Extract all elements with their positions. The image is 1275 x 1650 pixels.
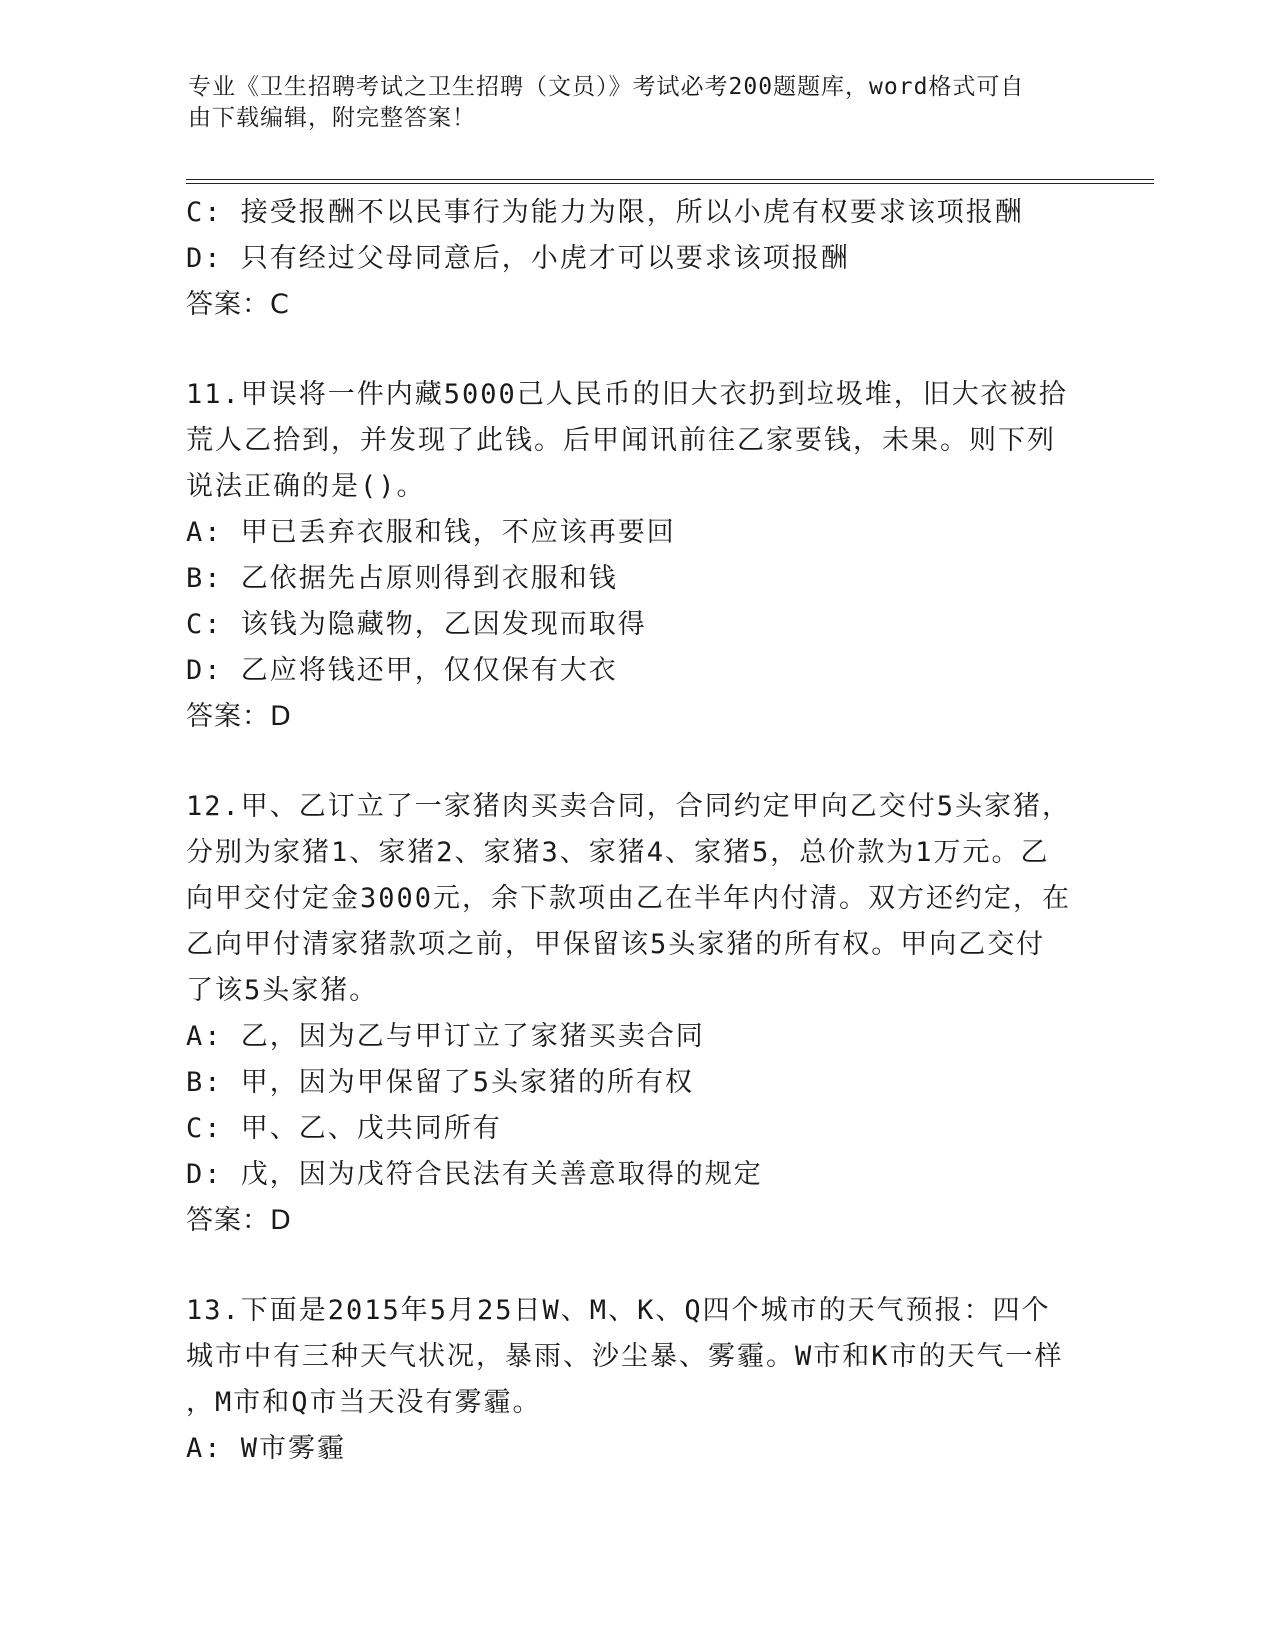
option-a: A: 甲已丢弃衣服和钱，不应该再要回 <box>186 517 676 548</box>
option-c: C: 该钱为隐藏物，乙因发现而取得 <box>186 609 647 640</box>
question-stem-line: 乙向甲付清家猪款项之前，甲保留该5头家猪的所有权。甲向乙交付 <box>186 929 1046 960</box>
question-11 <box>186 372 1086 740</box>
option-d: D: 乙应将钱还甲，仅仅保有大衣 <box>186 655 618 686</box>
question-list <box>186 190 1086 1472</box>
question-stem-line: 城市中有三种天气状况，暴雨、沙尘暴、雾霾。W市和K市的天气一样 <box>186 1341 1064 1372</box>
option-d: D: 戊，因为戊符合民法有关善意取得的规定 <box>186 1159 763 1190</box>
question-stem-line: 12.甲、乙订立了一家猪肉买卖合同，合同约定甲向乙交付5头家猪， <box>186 791 1072 822</box>
question-stem-line: 了该5头家猪。 <box>186 975 379 1006</box>
document-header <box>188 72 1068 134</box>
question-stem-line: 分别为家猪1、家猪2、家猪3、家猪4、家猪5，总价款为1万元。乙 <box>186 837 1050 868</box>
option-c: C: 接受报酬不以民事行为能力为限，所以小虎有权要求该项报酬 <box>186 197 1024 228</box>
spacer <box>186 1244 1086 1288</box>
header-line-2: 由下载编辑，附完整答案！ <box>188 105 476 131</box>
option-a: A: 乙，因为乙与甲订立了家猪买卖合同 <box>186 1021 705 1052</box>
question-12 <box>186 784 1086 1244</box>
option-b: B: 甲，因为甲保留了5头家猪的所有权 <box>186 1067 695 1098</box>
question-stem-line: 荒人乙拾到，并发现了此钱。后甲闻讯前往乙家要钱，未果。则下列 <box>186 425 1056 456</box>
question-10-tail <box>186 190 1086 328</box>
question-stem-line: 11.甲误将一件内藏5000己人民币的旧大衣扔到垃圾堆，旧大衣被拾 <box>186 379 1068 410</box>
answer-line: 答案：C <box>186 289 290 320</box>
question-stem-line: 说法正确的是()。 <box>186 471 426 502</box>
answer-line: 答案：D <box>186 701 292 732</box>
spacer <box>186 740 1086 784</box>
question-stem-line: 13.下面是2015年5月25日W、M、K、Q四个城市的天气预报：四个 <box>186 1295 1051 1326</box>
option-c: C: 甲、乙、戊共同所有 <box>186 1113 502 1144</box>
header-rule-bottom <box>186 183 1154 184</box>
question-stem-line: 向甲交付定金3000元，余下款项由乙在半年内付清。双方还约定，在 <box>186 883 1072 914</box>
header-line-1: 专业《卫生招聘考试之卫生招聘（文员）》考试必考200题题库，word格式可自 <box>188 74 1025 100</box>
option-a: A: W市雾霾 <box>186 1433 347 1464</box>
option-d: D: 只有经过父母同意后，小虎才可以要求该项报酬 <box>186 243 850 274</box>
option-b: B: 乙依据先占原则得到衣服和钱 <box>186 563 618 594</box>
spacer <box>186 328 1086 372</box>
question-stem-line: ，M市和Q市当天没有雾霾。 <box>186 1387 542 1418</box>
answer-line: 答案：D <box>186 1205 292 1236</box>
header-rule-top <box>186 179 1154 180</box>
question-13 <box>186 1288 1086 1472</box>
